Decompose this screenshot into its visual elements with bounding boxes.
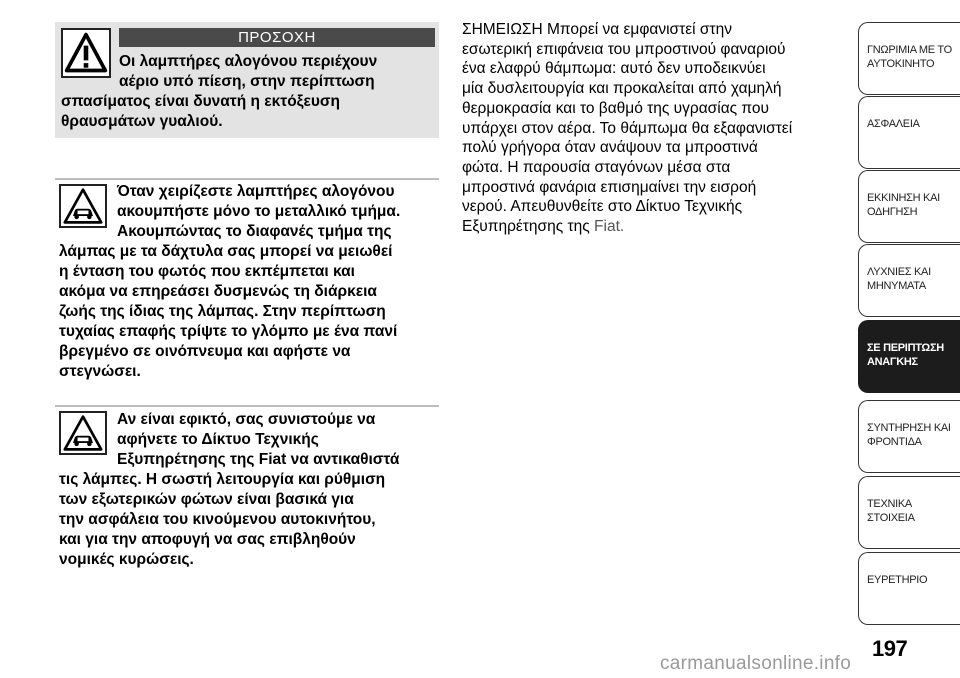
tab-technical-data[interactable] (858, 476, 960, 549)
note1-line: ακόμα να επηρεάσει δυσμενώς τη διάρκεια (59, 283, 377, 300)
note-paragraph (462, 20, 837, 237)
note2-line: νομικές κυρώσεις. (59, 551, 194, 568)
note1-line: τυχαίας επαφής τρίψτε το γλόμπο με ένα πανί (59, 323, 398, 340)
tab-label: ΕΚΚΙΝΗΣΗ ΚΑΙ (867, 192, 940, 204)
warning-line: θραυσμάτων γυαλιού. (61, 113, 223, 130)
note-line: ΣΗΜΕΙΩΣΗ Μπορεί να εμφανιστεί στην (462, 21, 732, 38)
note-line: μπροστινά φανάρια επισημαίνει την εισροή (462, 178, 757, 196)
warning-title: ΠΡΟΣΟΧΗ (119, 28, 435, 47)
watermark: carmanualsonline.info (660, 653, 852, 674)
tab-label: ΜΗΝΥΜΑΤΑ (867, 280, 926, 292)
warning-line: αέριο υπό πίεση, στην περίπτωση (119, 73, 375, 90)
note-line: ένα ελαφρύ θάμπωμα: αυτό δεν υποδεικνύει (462, 60, 766, 78)
tab-maintenance[interactable] (858, 400, 960, 473)
note2-line: την ασφάλεια του κινούμενου αυτοκινήτου, (59, 511, 376, 528)
note-line: φώτα. Η παρουσία σταγόνων μέσα στα (462, 158, 731, 176)
separator (55, 178, 439, 180)
car-warning-icon (59, 184, 107, 228)
note2-line: και για την αποφυγή να σας επιβληθούν (59, 531, 356, 548)
note1-line: στεγνώσει. (59, 363, 141, 380)
tab-label: ΛΥΧΝΙΕΣ ΚΑΙ (867, 266, 931, 278)
note2-line: των εξωτερικών φώτων είναι βασικά για (59, 491, 354, 508)
separator (55, 405, 439, 407)
note1-line: λάμπας με τα δάχτυλα σας μπορεί να μειωθεί (59, 243, 393, 260)
note-line: θερμοκρασία και το βαθμό της υγρασίας που (462, 99, 770, 117)
note-line: μία δυσλειτουργία και προκαλείται από χαμηλή (462, 80, 782, 98)
tab-label: ΣΥΝΤΗΡΗΣΗ ΚΑΙ (867, 422, 951, 434)
tab-getting-to-know[interactable] (858, 22, 960, 95)
warning-box (55, 22, 439, 138)
note2-line: αφήνετε το Δίκτυο Τεχνικής (117, 431, 319, 448)
note-line (462, 217, 837, 237)
tab-emergency[interactable] (858, 320, 960, 393)
tab-label: ΑΝΑΓΚΗΣ (867, 356, 918, 368)
tab-label: ΓΝΩΡΙΜΙΑ ΜΕ ΤΟ (867, 44, 952, 56)
note2-line: Αν είναι εφικτό, σας συνιστούμε να (117, 411, 376, 428)
tab-starting-driving[interactable] (858, 170, 960, 243)
note1-line: η ένταση του φωτός που εκπέμπεται και (59, 263, 355, 280)
car-warning-icon (59, 411, 107, 455)
note-line-prefix: Εξυπηρέτησης της (462, 218, 595, 236)
note1-line: ακουμπήστε μόνο το μεταλλικό τμήμα. (117, 203, 401, 220)
tab-label: ΤΕΧΝΙΚΑ ΣΤΟΙΧΕΙΑ (867, 498, 915, 524)
tab-safety[interactable] (858, 96, 960, 169)
page-number: 197 (872, 636, 908, 661)
note1-line: Ακουμπώντας το διαφανές τμήμα της (117, 223, 392, 240)
warning-line: σπασίματος είναι δυνατή η εκτόξευση (61, 93, 341, 110)
tab-label: ΟΔΗΓΗΣΗ (867, 206, 918, 218)
warning-triangle-icon (61, 28, 111, 78)
note1-line: ζωής της ίδιας της λάμπας. Στην περίπτωση (59, 303, 386, 320)
tab-label: ΦΡΟΝΤΙΔΑ (867, 436, 922, 448)
tab-warning-lights[interactable] (858, 244, 960, 317)
tab-index[interactable] (858, 552, 960, 625)
note-line: νερού. Απευθυνθείτε στο Δίκτυο Τεχνικής (462, 198, 743, 216)
note2-line: τις λάμπες. Η σωστή λειτουργία και ρύθμιση (59, 471, 386, 488)
tab-label: ΣΕ ΠΕΡΙΠΤΩΣΗ (867, 342, 944, 354)
note-line: υπάρχει στον αέρα. Το θάμπωμα θα εξαφανιστεί (462, 119, 793, 137)
tab-label: ΕΥΡΕΤΗΡΙΟ (867, 574, 928, 586)
tab-label: ΑΣΦΑΛΕΙΑ (867, 118, 920, 130)
fiat-brand: Fiat. (594, 218, 625, 236)
note1-line: Όταν χειρίζεστε λαμπτήρες αλογόνου (117, 183, 395, 200)
note-line: πολύ γρήγορα όταν ανάψουν τα μπροστινά (462, 139, 758, 157)
note2-line: Εξυπηρέτησης της Fiat να αντικαθιστά (117, 451, 400, 468)
note1-line: βρεγμένο σε οινόπνευμα και αφήστε να (59, 343, 351, 360)
warning-line: Οι λαμπτήρες αλογόνου περιέχουν (119, 53, 378, 70)
note-line: εσωτερική επιφάνεια του μπροστινού φαναριού (462, 40, 786, 58)
tab-label: ΑΥΤΟΚΙΝΗΤΟ (867, 58, 935, 70)
